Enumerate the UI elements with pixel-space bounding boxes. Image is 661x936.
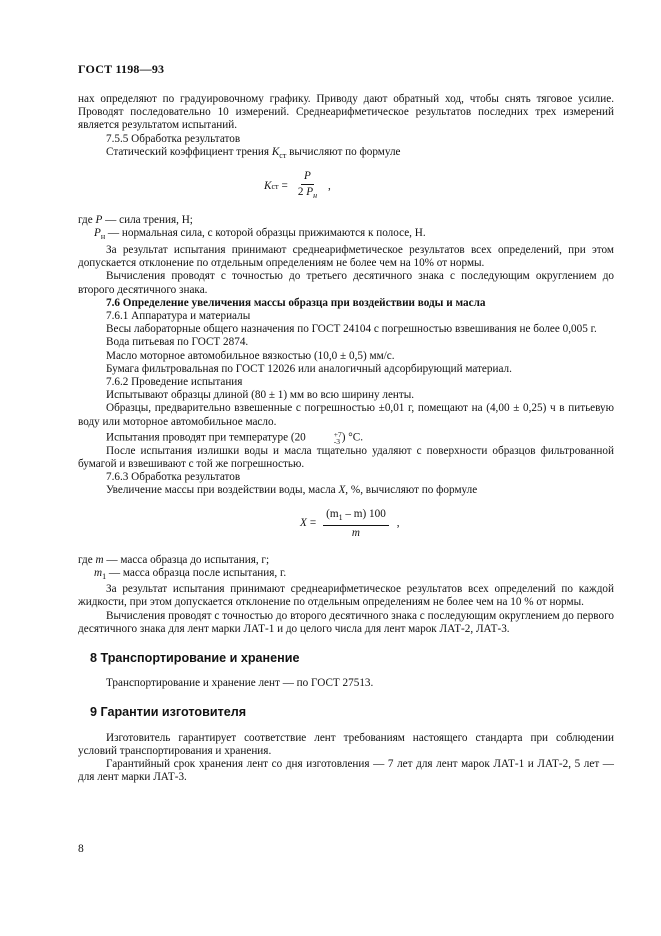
mass-increase-formula: X = $\frac{(m_1 - m) 100}{m}$ ,: [300, 507, 400, 539]
paragraph: Статический коэффициент трения $K_{ст}$ вычисляют по формуле: [106, 145, 401, 161]
paragraph: Вычисления проводят с точностью до третьего десятичного знака с последующим округлением до второго десятичного знака.: [78, 270, 614, 296]
legend-line: где P — сила трения, Н;: [78, 214, 193, 227]
friction-formula: K ст = $\frac{P}{2 P_н}$ ,: [78, 166, 614, 208]
paragraph: Гарантийный срок хранения лент со дня изготовления — 7 лет для лент марок ЛАТ-1 и ЛАТ-2, 5 лет — для лент марки ЛАТ-3.: [78, 758, 614, 784]
paragraph: Масло моторное автомобильное вязкостью (10,0 ± 0,5) мм/с.: [106, 349, 395, 362]
paragraph: Испытывают образцы длиной (80 ± 1) мм во всю ширину ленты.: [106, 389, 415, 402]
paragraph: Образцы, предварительно взвешенные с погрешностью ±0,01 г, помещают на (4,00 ± 0,25) ч в питьевую воду или моторное автомобильное масло.: [78, 402, 614, 428]
paragraph: Изготовитель гарантирует соответствие лент требованиям настоящего стандарта при соблюдении условий транспортирования и хранения.: [78, 731, 614, 757]
section-heading: 7.6.3 Обработка результатов: [106, 471, 241, 484]
legend-line: где m — масса образца до испытания, г;: [78, 553, 270, 566]
section-heading: 7.6.2 Проведение испытания: [106, 375, 243, 388]
legend-line: $m_1$ — масса образца после испытания, г.: [94, 566, 287, 581]
section-title-8: 8 Транспортирование и хранение: [90, 651, 300, 665]
paragraph: Весы лабораторные общего назначения по ГОСТ 24104 с погрешностью взвешивания не более 0,005 г.: [106, 323, 597, 336]
paragraph: После испытания излишки воды и масла тщательно удаляют с поверхности образцов фильтрованной бумагой и взвешивают с той же погрешностью.: [78, 444, 614, 470]
paragraph: За результат испытания принимают среднеарифметическое результатов всех определений, при этом допускается отклонение по отдельным определениям не более чем на 10% от нормы.: [78, 243, 614, 270]
section-heading-bold: 7.6 Определение увеличения массы образца при воздействии воды и масла: [106, 296, 486, 309]
paragraph: Транспортирование и хранение лент — по ГОСТ 27513.: [106, 677, 374, 690]
paragraph: Увеличение массы при воздействии воды, масла X, %, вычисляют по формуле: [106, 484, 478, 497]
fraction: $\frac{P}{2 P_н}$: [297, 170, 318, 201]
page-number: 8: [78, 843, 84, 855]
section-title-9: 9 Гарантии изготовителя: [90, 705, 247, 720]
formula-lhs: X: [300, 517, 307, 530]
paragraph: Вода питьевая по ГОСТ 2874.: [106, 336, 249, 349]
paragraph: Бумага фильтровальная по ГОСТ 12026 или аналогичный адсорбирующий материал.: [106, 362, 512, 375]
fraction: $\frac{(m_1 - m) 100}{m}$: [323, 508, 389, 541]
equals-sign: =: [309, 517, 317, 530]
section-heading: 7.6.1 Аппаратура и материалы: [106, 309, 251, 322]
paragraph: нах определяют по градуировочному графику. Приводу дают обратный ход, чтобы снять тяговое усилие. Проводят последовательно 10 измерений. Среднеарифметическое результатов последних трех измерений является результатом испытаний.: [78, 93, 614, 132]
formula-lhs: K: [264, 179, 272, 192]
paragraph: Вычисления проводят с точностью до второго десятичного знака с последующим округлением до первого десятичного знака для лент марки ЛАТ-1 и до целого числа для лент марок ЛАТ-2, ЛАТ-3.: [78, 609, 614, 635]
paragraph: За результат испытания принимают среднеарифметическое результатов всех определений по каждой жидкости, при этом допускается отклонение по отдельным определениям не более чем на 10 % от нормы.: [78, 583, 614, 609]
standard-header: ГОСТ 1198—93: [78, 62, 165, 76]
equals-sign: =: [281, 179, 288, 192]
legend-line: $P_н$ — нормальная сила, с которой образцы прижимаются к полосе, Н.: [94, 227, 426, 242]
paragraph: Испытания проводят при температуре (20 +7 -3 ) °С.: [106, 429, 364, 446]
document-body: [78, 93, 614, 784]
section-heading: 7.5.5 Обработка результатов: [106, 132, 241, 145]
